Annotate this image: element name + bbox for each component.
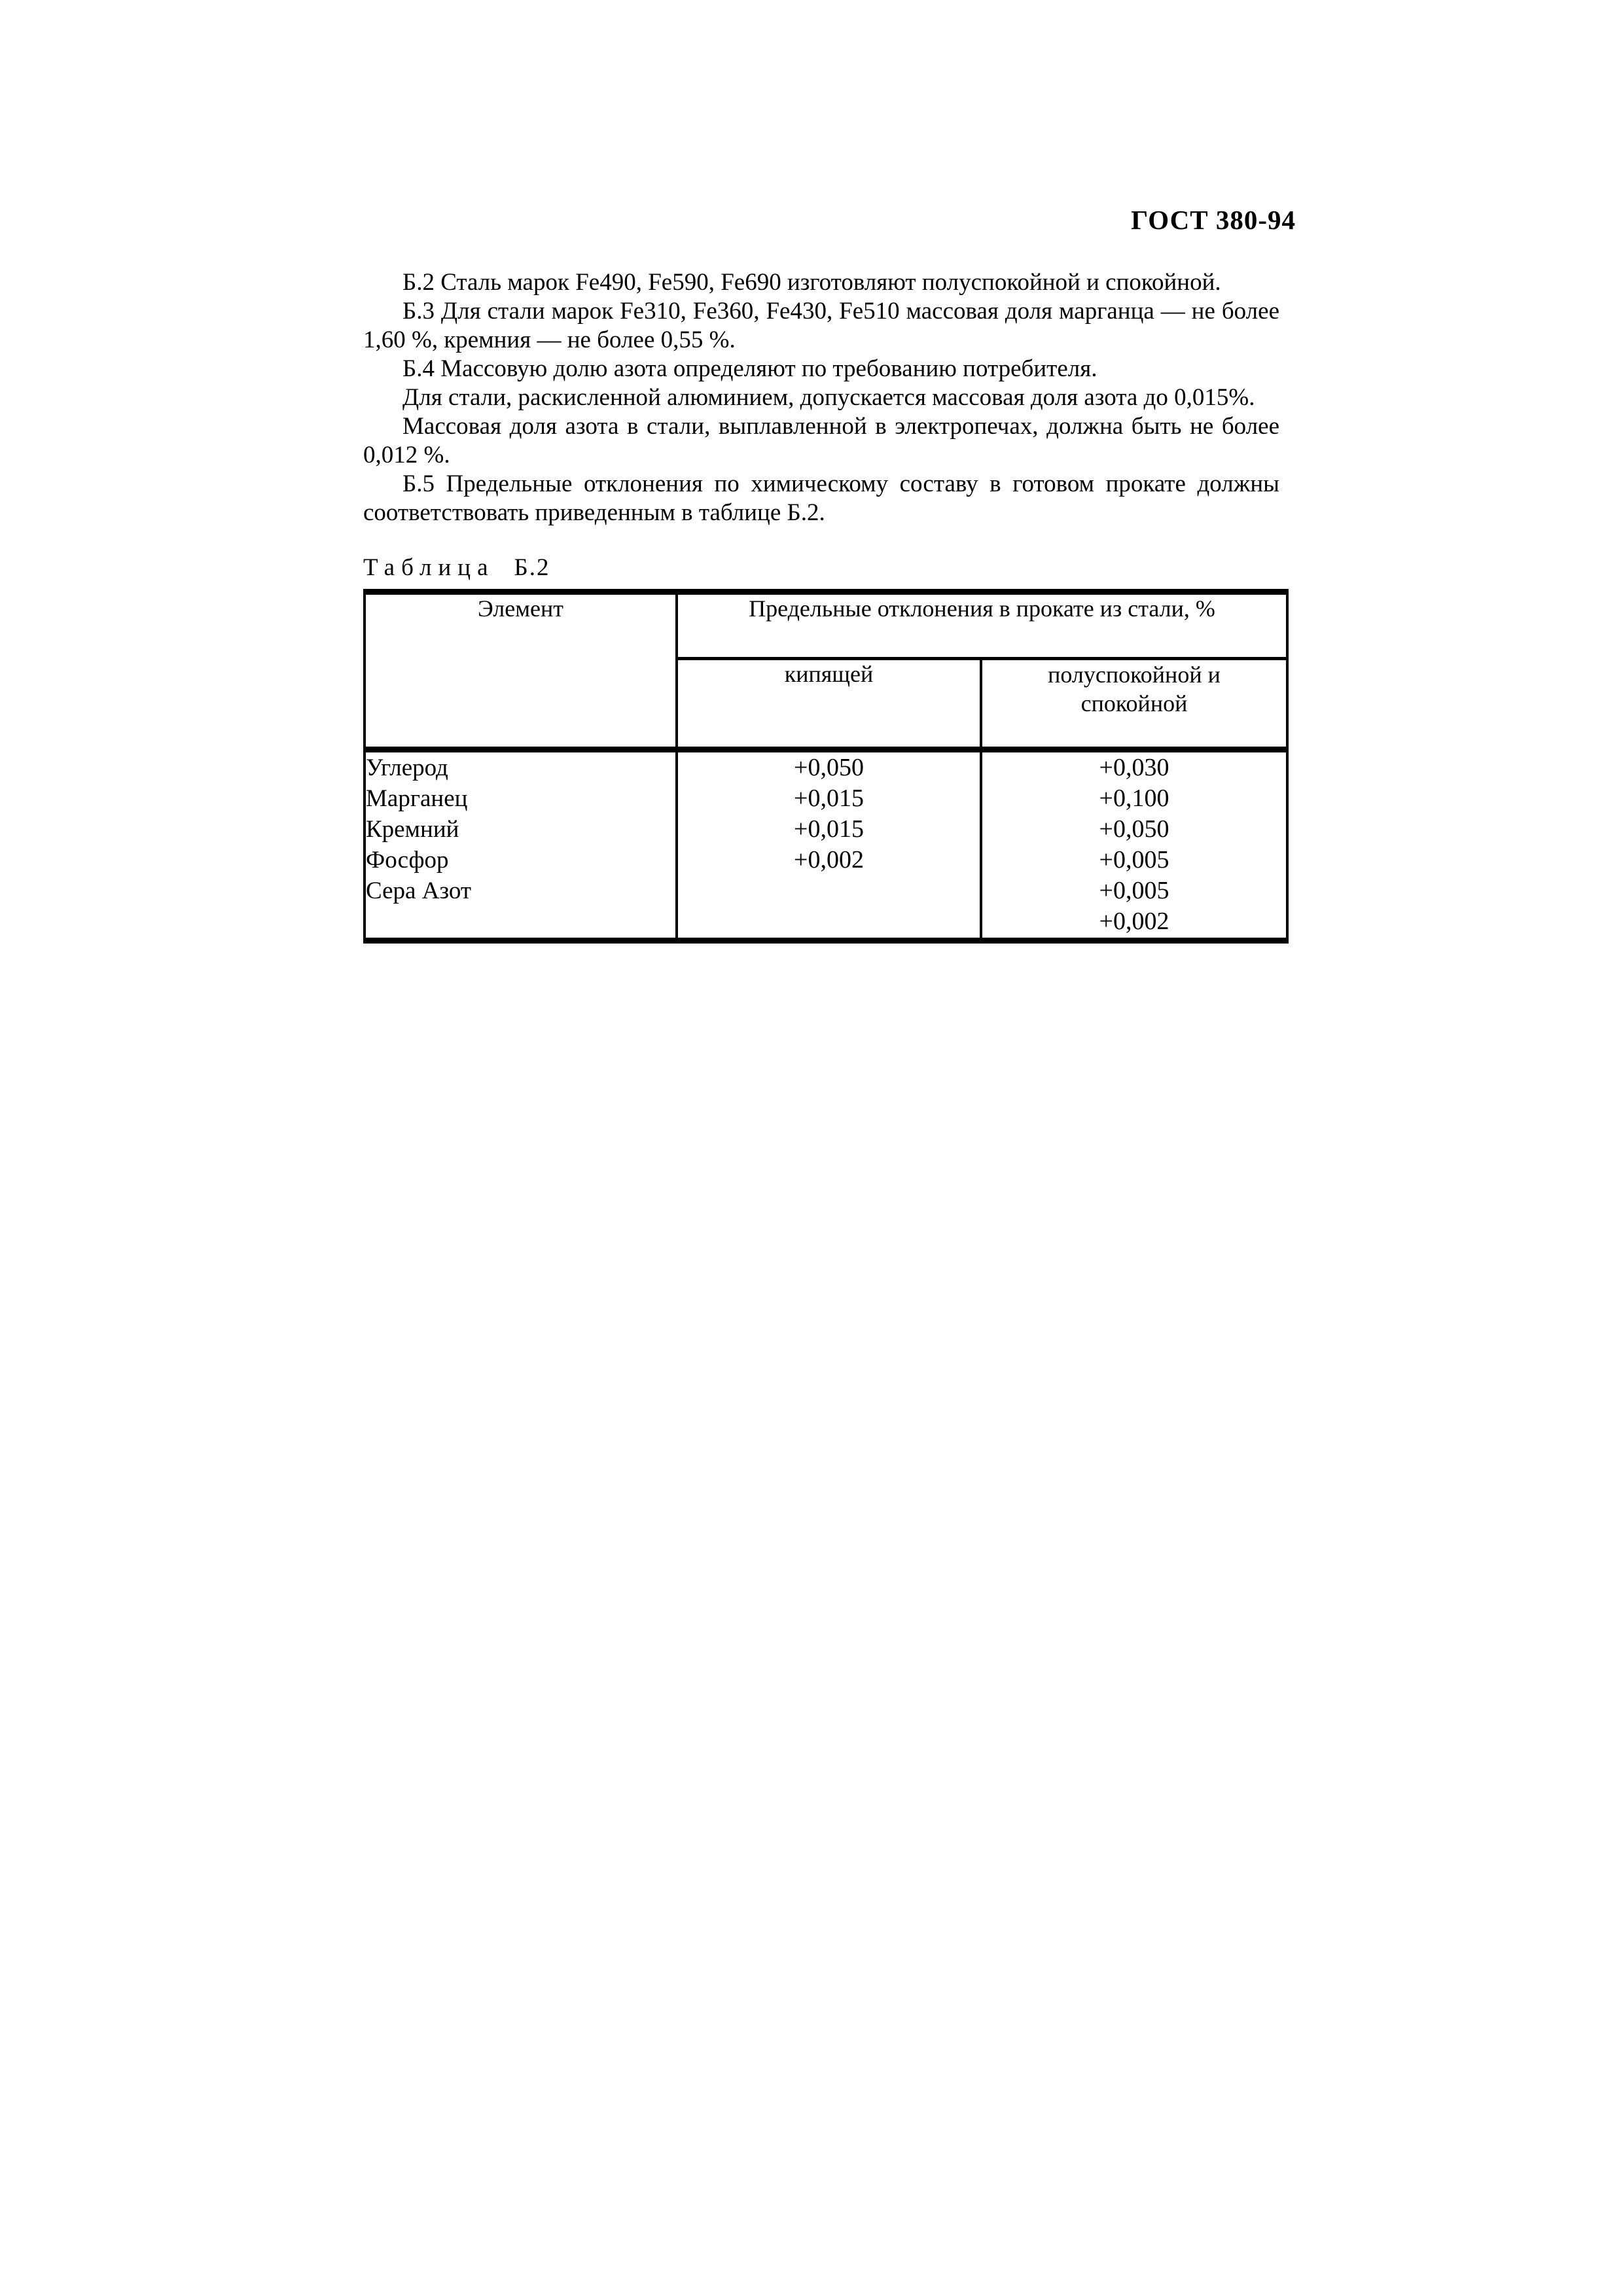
header-cell-semi-calm [981,659,1287,750]
table-b2 [363,589,1289,944]
semi-calm-value: +0,002 [1099,908,1169,935]
header-cell-deviations: Предельные отклонения в прокате из стали, % [677,592,1287,659]
table-caption-number: Б.2 [514,554,550,581]
element-name: Углерод [366,754,448,781]
semi-calm-value: +0,030 [1099,754,1169,781]
element-name: Фосфор [366,847,449,874]
header-cell-semi-calm-text: полуспокойной и спокойной [1048,662,1221,716]
paragraph-b4-note2: Массовая доля азота в стали, выплавленной в электропечах, должна быть не более 0,012 %. [363,413,1279,468]
boiling-value: +0,050 [794,754,864,781]
paragraph-b3: Б.3 Для стали марок Fe310, Fe360, Fe430, Fe510 массовая доля марганца — не более 1,60 %, кремния — не более 0,55 %. [363,298,1279,353]
element-name: Марганец [366,785,468,812]
paragraph-b4-note1: Для стали, раскисленной алюминием, допускается массовая доля азота до 0,015%. [402,384,1255,411]
semi-calm-value: +0,100 [1099,785,1169,812]
body-cell-semi-calm-values [981,750,1287,941]
boiling-value: +0,015 [794,785,864,812]
header-cell-boiling: кипящей [677,659,981,750]
body-cell-boiling-values [677,750,981,941]
element-name: Кремний [366,816,459,843]
paragraph-b2: Б.2 Сталь марок Fe490, Fe590, Fe690 изготовляют полуспокойной и спокойной. [402,269,1221,296]
table-caption-word: Таблица [363,554,495,581]
body-cell-elements [365,750,677,941]
boiling-value: +0,015 [794,815,864,843]
table-body-row [365,750,1287,941]
paragraph-b4: Б.4 Массовую долю азота определяют по требованию потребителя. [402,355,1097,382]
header-cell-element: Элемент [365,592,677,750]
table-header-row-1 [365,592,1287,659]
document-number: ГОСТ 380-94 [1131,205,1296,235]
semi-calm-value: +0,005 [1099,846,1169,874]
document-content [363,268,1279,944]
boiling-value: +0,002 [794,846,864,874]
semi-calm-value: +0,005 [1099,877,1169,904]
paragraph-b5: Б.5 Предельные отклонения по химическому составу в готовом прокате должны соответствовать приведенным в таблице Б.2. [363,470,1279,526]
semi-calm-value: +0,050 [1099,815,1169,843]
table-caption [363,554,1279,582]
element-name: Сера Азот [366,877,472,904]
